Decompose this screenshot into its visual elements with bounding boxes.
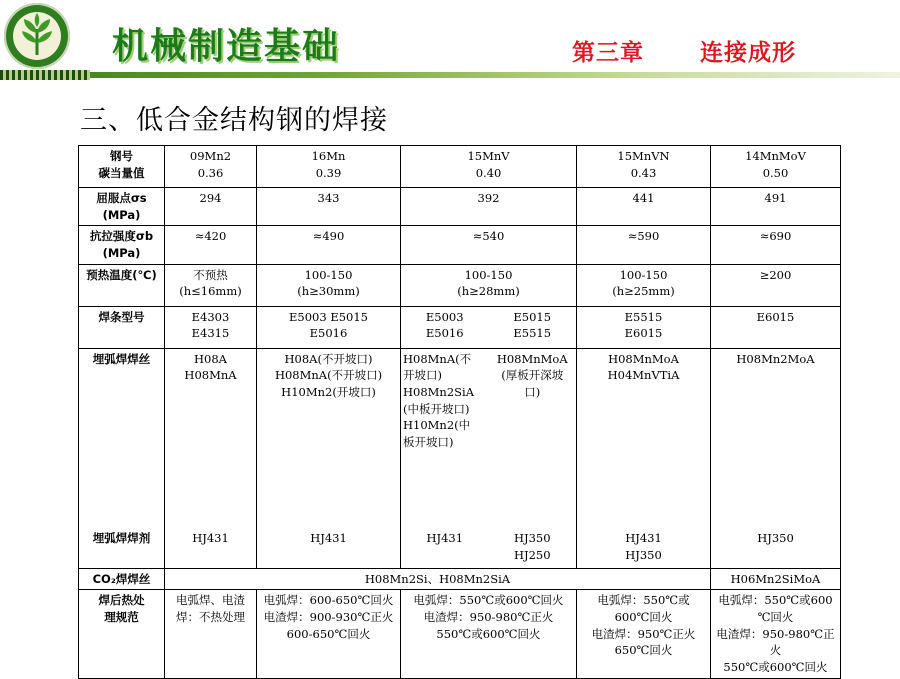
table-cell: 15MnV 0.40 (401, 146, 577, 188)
row-header-co2: CO₂焊焊丝 (79, 568, 165, 590)
table-row (79, 264, 841, 306)
chapter-number: 第三章 (572, 40, 644, 66)
table-cell: E5003 E5016 (401, 306, 489, 348)
table-cell: 100-150 (h≥28mm) (401, 264, 577, 306)
table-cell: 100-150 (h≥30mm) (257, 264, 401, 306)
table-cell: 电弧焊：550℃或600℃回火 电渣焊：950-980℃正火 550℃或600℃回火 (401, 590, 577, 678)
chapter-name: 连接成形 (700, 40, 796, 66)
table-cell: 电弧焊：550℃或600 ℃回火 电渣焊：950-980℃正火 550℃或600℃回火 (711, 590, 841, 678)
table-cell: ≈690 (711, 226, 841, 264)
wheat-leaf-icon (4, 3, 70, 69)
table-cell: ≈590 (577, 226, 711, 264)
table-cell: 不预热 (h≤16mm) (165, 264, 257, 306)
table-cell: HJ431 (257, 528, 401, 568)
table-cell: 392 (401, 188, 577, 226)
table-row (79, 528, 841, 568)
table-cell: H08MnMoA H04MnVTiA (577, 348, 711, 528)
table-cell: HJ431 (401, 528, 489, 568)
table-row (79, 226, 841, 264)
row-header-flux: 埋弧焊焊剂 (79, 528, 165, 568)
table-cell: 09Mn2 0.36 (165, 146, 257, 188)
table-cell: E5015 E5515 (489, 306, 577, 348)
table-row (79, 590, 841, 678)
table-cell: E4303 E4315 (165, 306, 257, 348)
table-cell: 100-150 (h≥25mm) (577, 264, 711, 306)
table-cell: H06Mn2SiMoA (711, 568, 841, 590)
table-cell: E5003 E5015 E5016 (257, 306, 401, 348)
row-header-electrode: 焊条型号 (79, 306, 165, 348)
table-cell: H08Mn2MoA (711, 348, 841, 528)
table-cell: 14MnMoV 0.50 (711, 146, 841, 188)
table-cell: 16Mn 0.39 (257, 146, 401, 188)
table-row (79, 146, 841, 188)
table-cell: ≈490 (257, 226, 401, 264)
table-cell: 491 (711, 188, 841, 226)
table-cell: HJ350 HJ250 (489, 528, 577, 568)
steel-welding-table (78, 145, 841, 679)
table-cell: 电弧焊：600-650℃回火 电渣焊：900-930℃正火 600-650℃回火 (257, 590, 401, 678)
table-cell: HJ431 HJ350 (577, 528, 711, 568)
row-header-preheat: 预热温度(℃) (79, 264, 165, 306)
table-cell: HJ350 (711, 528, 841, 568)
table-cell: HJ431 (165, 528, 257, 568)
row-header-saw: 埋弧焊焊丝 (79, 348, 165, 528)
table-cell: H08MnA(不 开坡口) H08Mn2SiA (中板开坡口) H10Mn2(中 板开坡口) (401, 348, 489, 528)
table-cell: 343 (257, 188, 401, 226)
row-header-grade: 钢号 碳当量值 (79, 146, 165, 188)
table-cell: 294 (165, 188, 257, 226)
table-cell: H08A H08MnA (165, 348, 257, 528)
course-title: 机械制造基础 (112, 26, 341, 67)
table-cell: ≈540 (401, 226, 577, 264)
university-logo (4, 3, 70, 69)
table-cell: 15MnVN 0.43 (577, 146, 711, 188)
table-cell: E6015 (711, 306, 841, 348)
row-header-tensile: 抗拉强度σb (MPa) (79, 226, 165, 264)
table-row (79, 306, 841, 348)
table-cell: 电弧焊：550℃或 600℃回火 电渣焊：950℃正火 650℃回火 (577, 590, 711, 678)
table-cell: ≈420 (165, 226, 257, 264)
table-cell: 电弧焊、电渣 焊：不热处理 (165, 590, 257, 678)
table-cell: H08A(不开坡口) H08MnA(不开坡口) H10Mn2(开坡口) (257, 348, 401, 528)
row-header-yield: 屈服点σs (MPa) (79, 188, 165, 226)
table-cell: E5515 E6015 (577, 306, 711, 348)
table-cell: ≥200 (711, 264, 841, 306)
table-row (79, 348, 841, 528)
row-header-postweld: 焊后热处 理规范 (79, 590, 165, 678)
table-cell: H08MnMoA (厚板开深坡 口) (489, 348, 577, 528)
table-row (79, 568, 841, 590)
table-cell: 441 (577, 188, 711, 226)
header-divider-pattern (0, 70, 90, 80)
section-title: 三、低合金结构钢的焊接 (80, 105, 388, 136)
header-divider (0, 72, 900, 78)
table-cell: H08Mn2Si、H08Mn2SiA (165, 568, 711, 590)
table-row (79, 188, 841, 226)
